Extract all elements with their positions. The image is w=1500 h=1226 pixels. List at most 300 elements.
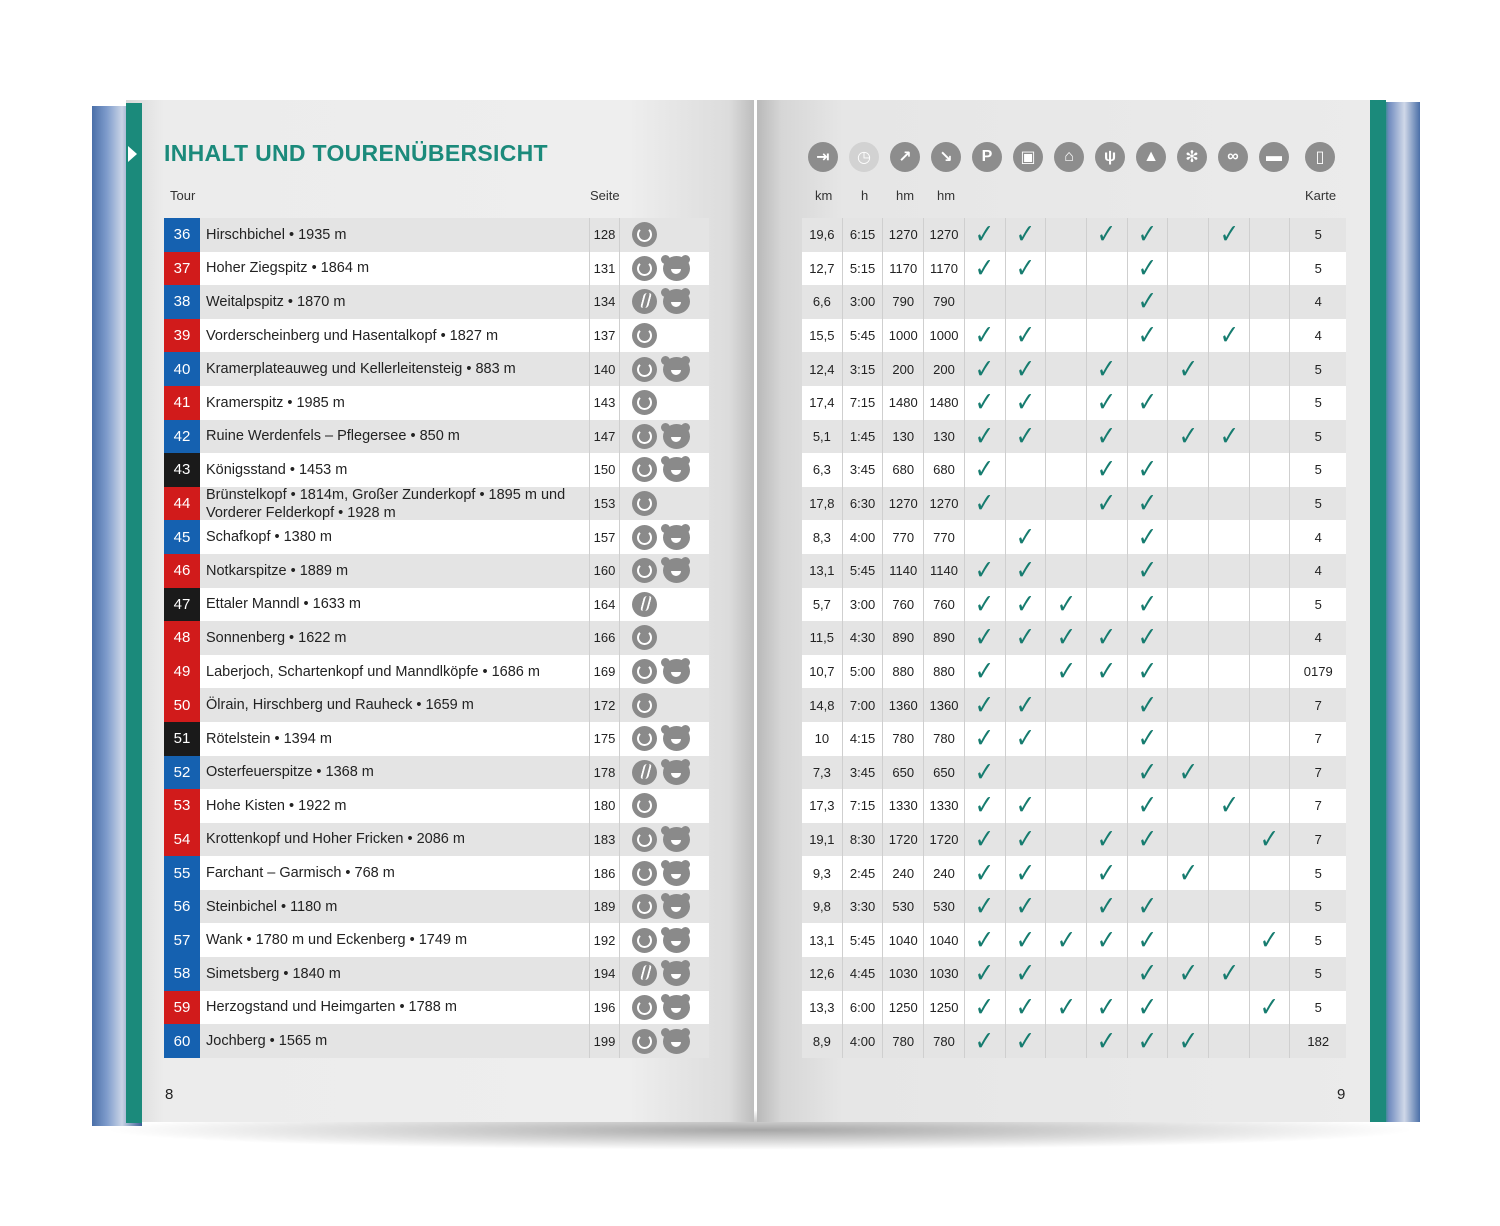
feature-check (1209, 856, 1250, 890)
tour-km: 12,4 (802, 352, 843, 386)
tour-name: Hohe Kisten • 1922 m (200, 789, 590, 823)
round-trip-icon (632, 827, 657, 852)
tour-descent: 890 (924, 621, 965, 655)
tour-map: 5 (1290, 252, 1346, 286)
tour-page: 192 (590, 923, 620, 957)
check-icon: ✓ (975, 252, 995, 283)
tour-name: Weitalpspitz • 1870 m (200, 285, 590, 319)
tour-page: 183 (590, 823, 620, 857)
feature-check (1046, 487, 1087, 521)
feature-check (1128, 923, 1169, 957)
check-icon: ✓ (1178, 857, 1198, 888)
family-bear-icon (663, 659, 690, 684)
tour-map: 5 (1290, 588, 1346, 622)
tour-ascent: 530 (883, 890, 924, 924)
restaurant-icon: ψ (1095, 142, 1125, 172)
tour-time: 4:15 (843, 722, 884, 756)
traverse-route-icon (632, 961, 657, 986)
check-icon: ✓ (1137, 958, 1158, 989)
feature-check (1209, 420, 1250, 454)
tour-km: 7,3 (802, 756, 843, 790)
feature-check (1209, 890, 1250, 924)
feature-check (1128, 218, 1169, 252)
family-bear-icon (663, 457, 690, 482)
tour-number: 47 (164, 588, 200, 622)
feature-check (1128, 890, 1169, 924)
ascent-icon: ↗ (890, 142, 920, 172)
tour-number: 56 (164, 890, 200, 924)
tour-ascent: 890 (883, 621, 924, 655)
check-icon: ✓ (1015, 689, 1035, 720)
tour-km: 6,3 (802, 453, 843, 487)
table-row (164, 285, 709, 319)
tour-number: 57 (164, 923, 200, 957)
feature-check (1006, 688, 1047, 722)
table-row (802, 688, 1346, 722)
tour-map: 7 (1290, 722, 1346, 756)
feature-check (1006, 957, 1047, 991)
tour-number: 49 (164, 655, 200, 689)
round-trip-icon (632, 995, 657, 1020)
feature-check (1128, 252, 1169, 286)
feature-check (1168, 923, 1209, 957)
table-row (164, 420, 709, 454)
feature-check (965, 218, 1006, 252)
header-h: h (861, 188, 869, 203)
tour-page: 199 (590, 1024, 620, 1058)
table-row (802, 386, 1346, 420)
tour-page: 150 (590, 453, 620, 487)
tour-km: 17,4 (802, 386, 843, 420)
feature-check (1250, 1024, 1291, 1058)
table-row (802, 588, 1346, 622)
tour-time: 8:30 (843, 823, 884, 857)
tour-ascent: 790 (883, 285, 924, 319)
feature-check (1250, 319, 1291, 353)
tour-map: 4 (1290, 554, 1346, 588)
tour-name: Hoher Ziegspitz • 1864 m (200, 252, 590, 286)
tour-time: 3:30 (843, 890, 884, 924)
tour-number: 43 (164, 453, 200, 487)
feature-check (1128, 520, 1169, 554)
feature-check (965, 1024, 1006, 1058)
tour-time: 6:30 (843, 487, 884, 521)
check-icon: ✓ (975, 488, 995, 519)
check-icon: ✓ (975, 454, 995, 485)
tour-page: 137 (590, 319, 620, 353)
check-icon: ✓ (1219, 420, 1239, 451)
table-row (802, 453, 1346, 487)
tour-map: 5 (1290, 453, 1346, 487)
table-row (164, 789, 709, 823)
tour-ascent: 780 (883, 722, 924, 756)
tour-number: 55 (164, 856, 200, 890)
feature-check (965, 352, 1006, 386)
feature-check (1046, 588, 1087, 622)
tour-ascent: 760 (883, 588, 924, 622)
tour-time: 6:00 (843, 991, 884, 1025)
feature-check (965, 856, 1006, 890)
check-icon: ✓ (1137, 252, 1158, 283)
table-row (802, 285, 1346, 319)
check-icon: ✓ (1015, 588, 1035, 619)
bike-icon: ∞ (1218, 142, 1248, 172)
table-row (802, 520, 1346, 554)
feature-check (1128, 722, 1169, 756)
tour-ascent: 130 (883, 420, 924, 454)
winter-icon: ✻ (1177, 142, 1207, 172)
feature-check (1046, 453, 1087, 487)
tour-km: 8,9 (802, 1024, 843, 1058)
feature-check (1250, 588, 1291, 622)
tour-descent: 1000 (924, 319, 965, 353)
table-row (802, 890, 1346, 924)
check-icon: ✓ (1015, 622, 1035, 653)
tour-time: 3:00 (843, 588, 884, 622)
check-icon: ✓ (1137, 1025, 1158, 1056)
feature-check (1087, 923, 1128, 957)
round-trip-icon (632, 323, 657, 348)
round-trip-icon (632, 525, 657, 550)
tour-number: 41 (164, 386, 200, 420)
tour-map: 5 (1290, 957, 1346, 991)
feature-check (1209, 621, 1250, 655)
check-icon: ✓ (1259, 991, 1280, 1022)
check-icon: ✓ (1178, 958, 1198, 989)
feature-check (1209, 789, 1250, 823)
feature-check (1209, 520, 1250, 554)
table-row (802, 487, 1346, 521)
feature-check (1168, 722, 1209, 756)
family-bear-icon (663, 928, 690, 953)
feature-check (1046, 218, 1087, 252)
tour-km: 6,6 (802, 285, 843, 319)
check-icon: ✓ (1015, 521, 1035, 552)
tour-name: Steinbichel • 1180 m (200, 890, 590, 924)
tour-km: 9,8 (802, 890, 843, 924)
tour-number: 44 (164, 487, 200, 521)
round-trip-icon (632, 861, 657, 886)
tour-name: Kramerspitz • 1985 m (200, 386, 590, 420)
table-row (164, 453, 709, 487)
table-row (164, 252, 709, 286)
feature-check (1006, 856, 1047, 890)
family-bear-icon (663, 256, 690, 281)
feature-check (1250, 655, 1291, 689)
feature-check (1209, 756, 1250, 790)
tour-ascent: 1040 (883, 923, 924, 957)
feature-check (965, 588, 1006, 622)
feature-check (1087, 252, 1128, 286)
teal-spine-right (1370, 100, 1386, 1122)
table-row (164, 554, 709, 588)
feature-check (1250, 352, 1291, 386)
check-icon: ✓ (1056, 588, 1076, 619)
tour-descent: 780 (924, 722, 965, 756)
tour-descent: 240 (924, 856, 965, 890)
family-bear-icon (663, 525, 690, 550)
table-row (802, 991, 1346, 1025)
tour-page: 186 (590, 856, 620, 890)
tour-type-icons (620, 688, 709, 722)
feature-check (1087, 1024, 1128, 1058)
check-icon: ✓ (975, 924, 995, 955)
tour-ascent: 1170 (883, 252, 924, 286)
table-row (164, 621, 709, 655)
feature-check (1128, 352, 1169, 386)
feature-check (965, 621, 1006, 655)
tour-name: Farchant – Garmisch • 768 m (200, 856, 590, 890)
tour-time: 3:15 (843, 352, 884, 386)
table-row (802, 957, 1346, 991)
feature-check (1087, 991, 1128, 1025)
check-icon: ✓ (1015, 924, 1035, 955)
feature-check (965, 252, 1006, 286)
round-trip-icon (632, 894, 657, 919)
check-icon: ✓ (975, 219, 995, 250)
tour-type-icons (620, 420, 709, 454)
tour-descent: 760 (924, 588, 965, 622)
tour-km: 9,3 (802, 856, 843, 890)
round-trip-icon (632, 1029, 657, 1054)
feature-check (1168, 655, 1209, 689)
tour-type-icons (620, 520, 709, 554)
tour-ascent: 770 (883, 520, 924, 554)
table-row (802, 823, 1346, 857)
header-icon-bar (808, 142, 1346, 174)
check-icon: ✓ (975, 387, 995, 418)
feature-check (1046, 957, 1087, 991)
traverse-route-icon (632, 760, 657, 785)
tour-page: 180 (590, 789, 620, 823)
feature-check (1168, 386, 1209, 420)
feature-check (1250, 554, 1291, 588)
tour-map: 7 (1290, 789, 1346, 823)
tour-type-icons (620, 319, 709, 353)
tour-map: 5 (1290, 386, 1346, 420)
family-bear-icon (663, 289, 690, 314)
table-row (164, 386, 709, 420)
feature-check (1250, 823, 1291, 857)
feature-check (1006, 252, 1047, 286)
feature-check (1168, 588, 1209, 622)
check-icon: ✓ (1097, 622, 1117, 653)
tour-map: 5 (1290, 487, 1346, 521)
tour-number: 59 (164, 991, 200, 1025)
check-icon: ✓ (1097, 857, 1117, 888)
feature-check (1087, 957, 1128, 991)
header-km: km (815, 188, 833, 203)
tour-km: 13,1 (802, 554, 843, 588)
check-icon: ✓ (975, 857, 995, 888)
check-icon: ✓ (1178, 756, 1198, 787)
tour-name: Königsstand • 1453 m (200, 453, 590, 487)
feature-check (1046, 252, 1087, 286)
tour-time: 4:00 (843, 1024, 884, 1058)
feature-check (1209, 352, 1250, 386)
tour-list-left (164, 218, 709, 1058)
header-seite: Seite (590, 188, 620, 203)
tour-ascent: 240 (883, 856, 924, 890)
page-title: INHALT UND TOURENÜBERSICHT (164, 140, 548, 166)
tour-descent: 1720 (924, 823, 965, 857)
tour-km: 12,7 (802, 252, 843, 286)
tour-km: 11,5 (802, 621, 843, 655)
tour-number: 37 (164, 252, 200, 286)
tour-name: Sonnenberg • 1622 m (200, 621, 590, 655)
feature-check (1046, 352, 1087, 386)
tour-km: 17,8 (802, 487, 843, 521)
tour-number: 39 (164, 319, 200, 353)
tour-map: 4 (1290, 520, 1346, 554)
tour-type-icons (620, 722, 709, 756)
tour-number: 53 (164, 789, 200, 823)
feature-check (1250, 688, 1291, 722)
feature-check (1006, 823, 1047, 857)
feature-check (1006, 923, 1047, 957)
tour-type-icons (620, 655, 709, 689)
family-bear-icon (663, 558, 690, 583)
feature-check (1209, 923, 1250, 957)
check-icon: ✓ (1015, 723, 1035, 754)
tour-map: 4 (1290, 319, 1346, 353)
tour-descent: 880 (924, 655, 965, 689)
tour-ascent: 1270 (883, 218, 924, 252)
feature-check (965, 386, 1006, 420)
table-row (164, 856, 709, 890)
table-row (164, 520, 709, 554)
tour-page: 175 (590, 722, 620, 756)
feature-check (1128, 319, 1169, 353)
check-icon: ✓ (1015, 555, 1035, 586)
tour-type-icons (620, 957, 709, 991)
check-icon: ✓ (1137, 924, 1158, 955)
feature-check (1006, 722, 1047, 756)
tour-descent: 1140 (924, 554, 965, 588)
feature-check (1209, 386, 1250, 420)
check-icon: ✓ (1097, 991, 1117, 1022)
tour-page: 194 (590, 957, 620, 991)
tour-km: 12,6 (802, 957, 843, 991)
check-icon: ✓ (1015, 857, 1035, 888)
tour-time: 1:45 (843, 420, 884, 454)
check-icon: ✓ (1097, 1025, 1117, 1056)
feature-check (1006, 991, 1047, 1025)
check-icon: ✓ (975, 588, 995, 619)
round-trip-icon (632, 222, 657, 247)
table-row (802, 789, 1346, 823)
tour-name: Rötelstein • 1394 m (200, 722, 590, 756)
feature-check (1209, 991, 1250, 1025)
feature-check (965, 823, 1006, 857)
tour-time: 4:00 (843, 520, 884, 554)
feature-check (1128, 991, 1169, 1025)
feature-check (1087, 890, 1128, 924)
tour-ascent: 200 (883, 352, 924, 386)
feature-check (1128, 789, 1169, 823)
tour-number: 42 (164, 420, 200, 454)
tour-name: Laberjoch, Schartenkopf und Manndlköpfe • 1686 m (200, 655, 590, 689)
tour-name: Vorderscheinberg und Hasentalkopf • 1827 m (200, 319, 590, 353)
tour-ascent: 1250 (883, 991, 924, 1025)
round-trip-icon (632, 793, 657, 818)
feature-check (1006, 285, 1047, 319)
feature-check (1168, 621, 1209, 655)
tour-km: 19,1 (802, 823, 843, 857)
tour-map: 5 (1290, 420, 1346, 454)
tour-name: Schafkopf • 1380 m (200, 520, 590, 554)
family-bear-icon (663, 961, 690, 986)
table-row (802, 923, 1346, 957)
check-icon: ✓ (975, 353, 995, 384)
round-trip-icon (632, 558, 657, 583)
tour-name: Hirschbichel • 1935 m (200, 218, 590, 252)
check-icon: ✓ (1097, 823, 1117, 854)
feature-check (1250, 923, 1291, 957)
table-row (802, 655, 1346, 689)
tour-type-icons (620, 856, 709, 890)
feature-check (965, 688, 1006, 722)
tour-type-icons (620, 554, 709, 588)
feature-check (1046, 1024, 1087, 1058)
feature-check (1087, 420, 1128, 454)
accommodation-icon: ▬ (1259, 142, 1289, 172)
check-icon: ✓ (1259, 823, 1280, 854)
feature-check (1006, 655, 1047, 689)
tour-page: 157 (590, 520, 620, 554)
feature-check (1209, 319, 1250, 353)
family-bear-icon (663, 1029, 690, 1054)
feature-check (1168, 554, 1209, 588)
tour-map: 5 (1290, 856, 1346, 890)
feature-check (1168, 823, 1209, 857)
tour-time: 3:00 (843, 285, 884, 319)
feature-check (1046, 890, 1087, 924)
feature-check (1168, 218, 1209, 252)
table-row (802, 856, 1346, 890)
feature-check (1250, 252, 1291, 286)
feature-check (965, 722, 1006, 756)
tour-map: 5 (1290, 991, 1346, 1025)
feature-check (1046, 285, 1087, 319)
table-row (164, 923, 709, 957)
tour-ascent: 1140 (883, 554, 924, 588)
feature-check (1168, 252, 1209, 286)
feature-check (965, 789, 1006, 823)
feature-check (1087, 621, 1128, 655)
tour-type-icons (620, 991, 709, 1025)
tour-number: 52 (164, 756, 200, 790)
tour-number: 36 (164, 218, 200, 252)
feature-check (1087, 352, 1128, 386)
table-row (164, 688, 709, 722)
feature-check (1087, 722, 1128, 756)
check-icon: ✓ (1056, 991, 1076, 1022)
feature-check (1006, 554, 1047, 588)
feature-check (965, 487, 1006, 521)
tour-map: 5 (1290, 923, 1346, 957)
feature-check (1046, 856, 1087, 890)
feature-check (965, 554, 1006, 588)
tour-descent: 130 (924, 420, 965, 454)
tour-type-icons (620, 285, 709, 319)
check-icon: ✓ (1137, 387, 1158, 418)
check-icon: ✓ (975, 656, 995, 687)
family-bear-icon (663, 357, 690, 382)
check-icon: ✓ (1015, 790, 1035, 821)
feature-check (1046, 722, 1087, 756)
tour-descent: 770 (924, 520, 965, 554)
